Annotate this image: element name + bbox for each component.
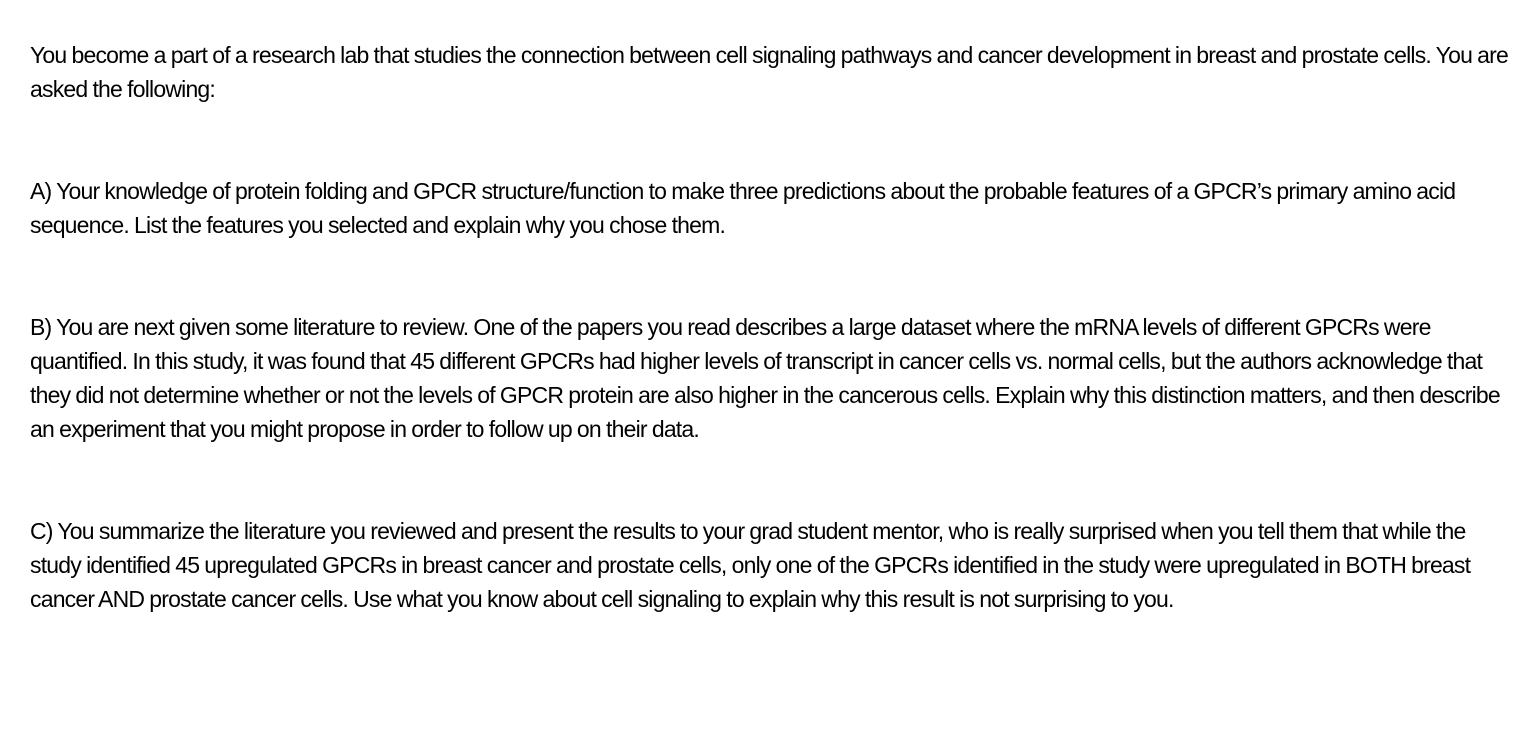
question-b-paragraph: B) You are next given some literature to review. One of the papers you read describes a large dataset where the mRNA levels of different GPCRs were quantified. In this study, it was found that 45 different GPCRs had higher levels of transcript in cancer cells vs. normal cells, but the authors acknowledge that they did not determine whether or not the levels of GPCR protein are also higher in the cancerous cells. Explain why this distinction matters, and then describe an experiment that you might propose in order to follow up on their data. [30, 314, 1500, 442]
intro-paragraph: You become a part of a research lab that studies the connection between cell signaling pathways and cancer development in breast and prostate cells. You are asked the following: [30, 42, 1509, 102]
question-a-paragraph: A) Your knowledge of protein folding and GPCR structure/function to make three predictions about the probable features of a GPCR’s primary amino acid sequence. List the features you selected and explain why you chose them. [30, 178, 1456, 238]
document-body [30, 38, 1510, 616]
paragraph-spacer [30, 446, 1510, 514]
question-c-paragraph: C) You summarize the literature you reviewed and present the results to your grad student mentor, who is really surprised when you tell them that while the study identified 45 upregulated GPCRs in breast cancer and prostate cells, only one of the GPCRs identified in the study were upregulated in BOTH breast cancer AND prostate cancer cells. Use what you know about cell signaling to explain why this result is not surprising to you. [30, 518, 1471, 612]
paragraph-spacer [30, 106, 1510, 174]
paragraph-spacer [30, 242, 1510, 310]
